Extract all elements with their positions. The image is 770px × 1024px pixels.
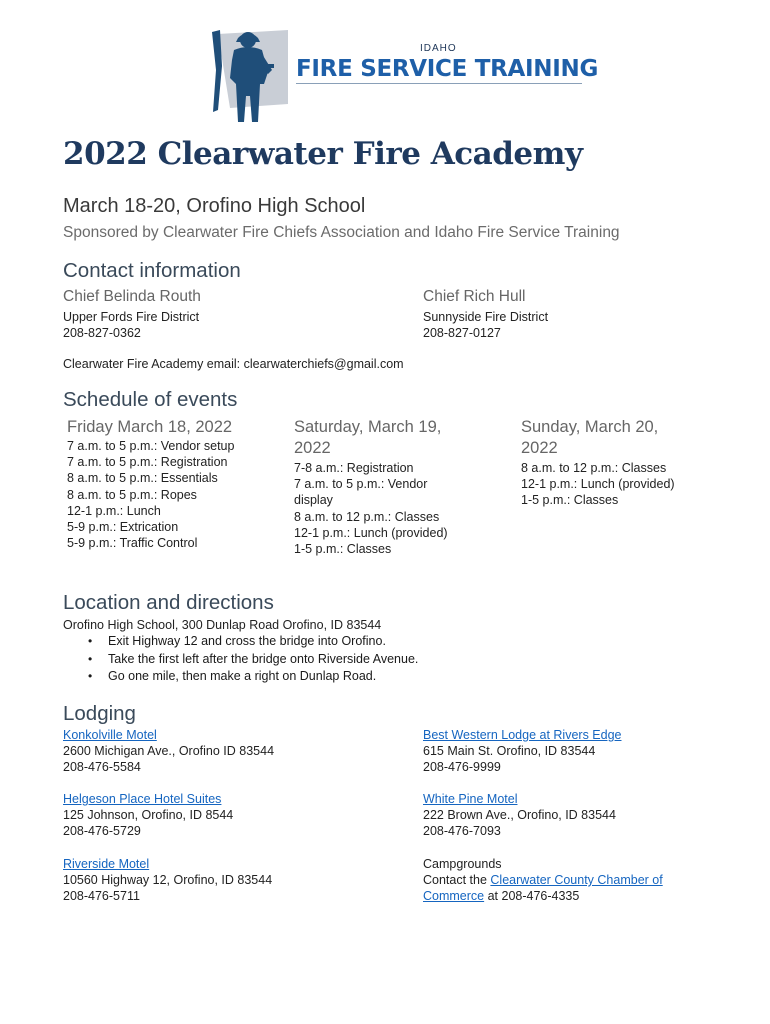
schedule-item: 5-9 p.m.: Extrication [67,520,179,535]
logo-wordmark: FIRE SERVICE TRAINING [296,56,599,82]
campgrounds-prefix: Contact the [423,873,491,888]
direction-step: • Go one mile, then make a right on Dunlap Road. [63,668,418,686]
lodging-address: 10560 Highway 12, Orofino, ID 83544 [63,873,273,888]
lodging-link[interactable]: White Pine Motel [423,792,518,806]
day-title: Sunday, March 20, [521,418,659,436]
schedule-item: 7 a.m. to 5 p.m.: Registration [67,455,228,470]
schedule-day-friday [67,417,234,551]
location-heading: Location and directions [63,591,274,614]
event-date-location: March 18-20, Orofino High School [63,195,366,217]
day-items [67,438,234,551]
contact-phone: 208-827-0127 [423,326,501,340]
schedule-day-sunday [521,417,675,509]
direction-step: • Exit Highway 12 and cross the bridge into Orofino. [63,633,418,651]
schedule-item: 1-5 p.m.: Classes [521,493,619,508]
lodging-phone: 208-476-5711 [63,889,140,904]
contact-name: Chief Rich Hull [423,288,526,305]
day-title-year: 2022 [294,439,331,457]
lodging-entry [63,791,233,840]
schedule-item: 1-5 p.m.: Classes [294,542,392,557]
contact-card [63,288,201,341]
schedule-item: 12-1 p.m.: Lunch (provided) [521,477,675,492]
logo-state-label: IDAHO [420,43,457,54]
schedule-item: 7 a.m. to 5 p.m.: Vendor setup [67,439,235,453]
location-address: Orofino High School, 300 Dunlap Road Orofino, ID 83544 [63,618,382,632]
page-title: 2022 Clearwater Fire Academy [63,136,583,172]
lodging-entry [63,856,272,905]
logo-divider [296,83,582,84]
schedule-item: 8 a.m. to 12 p.m.: Classes [521,461,667,475]
schedule-item: 8 a.m. to 5 p.m.: Essentials [67,471,218,486]
campgrounds-entry [423,856,663,905]
sponsor-line: Sponsored by Clearwater Fire Chiefs Association and Idaho Fire Service Training [63,224,620,241]
campgrounds-title: Campgrounds [423,857,502,871]
contact-phone: 208-827-0362 [63,326,141,340]
schedule-item: display [294,493,333,508]
contact-heading: Contact information [63,259,241,282]
lodging-address: 2600 Michigan Ave., Orofino ID 83544 [63,744,275,759]
contact-org: Sunnyside Fire District [423,310,549,324]
schedule-item: 12-1 p.m.: Lunch [67,503,161,518]
schedule-item: 5-9 p.m.: Traffic Control [67,536,198,551]
lodging-link[interactable]: Konkolville Motel [63,728,157,742]
contact-org: Upper Fords Fire District [63,310,200,324]
lodging-entry [423,727,622,776]
contact-card [423,288,548,341]
firefighter-logo-icon [210,26,300,126]
lodging-address: 125 Johnson, Orofino, ID 8544 [63,808,234,823]
chamber-of-commerce-link[interactable]: Clearwater County Chamber of [490,873,663,888]
schedule-item: 8 a.m. to 5 p.m.: Ropes [67,487,197,502]
day-items [294,460,448,557]
day-title-year: 2022 [521,439,558,457]
schedule-day-saturday [294,417,448,557]
chamber-of-commerce-link-cont[interactable]: Commerce [423,889,485,904]
lodging-link[interactable]: Best Western Lodge at Rivers Edge [423,728,622,742]
campgrounds-phone: at 208-476-4335 [484,889,580,904]
lodging-address: 615 Main St. Orofino, ID 83544 [423,744,596,759]
directions-list [63,633,418,686]
day-title: Saturday, March 19, [294,418,442,436]
academy-email: Clearwater Fire Academy email: clearwaterchiefs@gmail.com [63,357,404,371]
lodging-phone: 208-476-9999 [423,760,501,775]
schedule-item: 8 a.m. to 12 p.m.: Classes [294,509,440,524]
day-items [521,460,675,509]
lodging-phone: 208-476-5584 [63,760,141,775]
lodging-entry [423,791,616,840]
schedule-item: 7 a.m. to 5 p.m.: Vendor [294,477,428,492]
lodging-phone: 208-476-7093 [423,824,501,839]
schedule-item: 7-8 a.m.: Registration [294,461,414,475]
lodging-address: 222 Brown Ave., Orofino, ID 83544 [423,808,616,823]
lodging-entry [63,727,274,776]
schedule-item: 12-1 p.m.: Lunch (provided) [294,525,448,540]
schedule-heading: Schedule of events [63,388,238,411]
lodging-phone: 208-476-5729 [63,824,141,839]
lodging-heading: Lodging [63,702,136,725]
day-title: Friday March 18, 2022 [67,418,233,436]
direction-step: • Take the first left after the bridge onto Riverside Avenue. [63,651,418,669]
lodging-link[interactable]: Riverside Motel [63,857,150,871]
lodging-link[interactable]: Helgeson Place Hotel Suites [63,792,222,806]
contact-name: Chief Belinda Routh [63,288,201,305]
